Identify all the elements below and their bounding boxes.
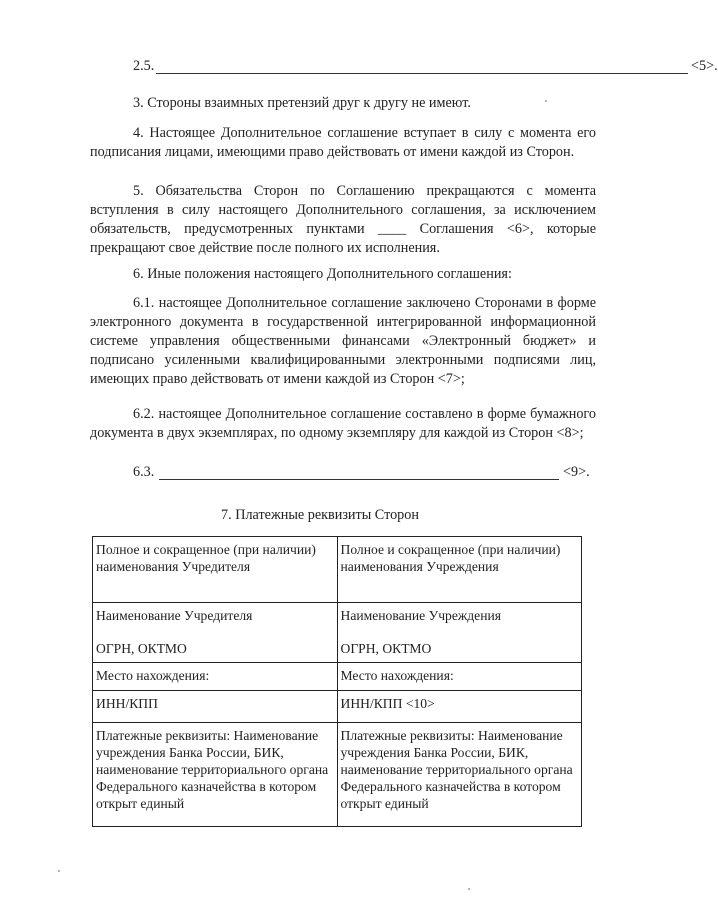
- founder-inn-kpp-cell: ИНН/КПП: [93, 691, 338, 723]
- founder-name-label: Наименование Учредителя: [96, 608, 253, 623]
- clause-6-3: [133, 464, 603, 483]
- institution-full-name-cell: Полное и сокращенное (при наличии) наименования Учреждения: [337, 537, 582, 603]
- scan-speck: [545, 100, 547, 102]
- institution-name-ogrn-cell: [337, 603, 582, 663]
- paragraph-6-2: 6.2. настоящее Дополнительное соглашение составлено в форме бумажного документа в двух экземплярах, по одному экземпляру для каждой из Сторон <8>;: [90, 406, 596, 441]
- table-row: [93, 537, 582, 603]
- paragraph-4: 4. Настоящее Дополнительное соглашение вступает в силу с момента его подписания лицами, имеющими право действовать от имени каждой из Сторон.: [90, 125, 596, 160]
- table-row: [93, 723, 582, 827]
- clause-2-5-number: 2.5.: [133, 58, 155, 74]
- table-row: [93, 663, 582, 691]
- table-row: [93, 691, 582, 723]
- clause-2-5-footnote-ref: <5>.: [691, 58, 718, 74]
- payment-details-table: [92, 536, 582, 827]
- scan-speck: [468, 888, 470, 890]
- institution-location-cell: Место нахождения:: [337, 663, 582, 691]
- table-row: [93, 603, 582, 663]
- founder-ogrn-label: ОГРН, ОКТМО: [96, 641, 187, 656]
- paragraph-3: 3. Стороны взаимных претензий друг к другу не имеют.: [133, 95, 471, 111]
- founder-location-cell: Место нахождения:: [93, 663, 338, 691]
- clause-2-5: [133, 58, 718, 77]
- founder-name-ogrn-cell: [93, 603, 338, 663]
- section-7-title: 7. Платежные реквизиты Сторон: [221, 507, 419, 523]
- scan-speck: [58, 870, 60, 872]
- founder-payment-details-cell: Платежные реквизиты: Наименование учреждения Банка России, БИК, наименование территориального органа Федерального казначейства в котором открыт единый: [93, 723, 338, 827]
- founder-full-name-cell: Полное и сокращенное (при наличии) наименования Учредителя: [93, 537, 338, 603]
- clause-6-3-blank-line: [159, 479, 559, 480]
- clause-6-3-number: 6.3.: [133, 464, 155, 480]
- paragraph-6: 6. Иные положения настоящего Дополнительного соглашения:: [133, 266, 512, 282]
- institution-name-label: Наименование Учреждения: [340, 608, 502, 623]
- clause-6-3-footnote-ref: <9>.: [563, 464, 590, 480]
- institution-ogrn-label: ОГРН, ОКТМО: [340, 641, 432, 656]
- institution-inn-kpp-cell: ИНН/КПП <10>: [337, 691, 582, 723]
- clause-2-5-blank-line: [156, 73, 688, 74]
- institution-payment-details-cell: Платежные реквизиты: Наименование учреждения Банка России, БИК, наименование территориального органа Федерального казначейства в котором открыт единый: [337, 723, 582, 827]
- paragraph-6-1: 6.1. настоящее Дополнительное соглашение заключено Сторонами в форме электронного документа в государственной интегрированной информационной системе управления общественными финансами «Электронный бюджет» и подписано усиленными квалифицированными электронными подписями лиц, имеющих право действовать от имени каждой из Сторон <7>;: [90, 295, 596, 387]
- paragraph-5: 5. Обязательства Сторон по Соглашению прекращаются с момента вступления в силу настоящего Дополнительного соглашения, за исключением обязательств, предусмотренных пунктами ____ Соглашения <6>, которые прекращают свое действие после полного их исполнения.: [90, 183, 596, 256]
